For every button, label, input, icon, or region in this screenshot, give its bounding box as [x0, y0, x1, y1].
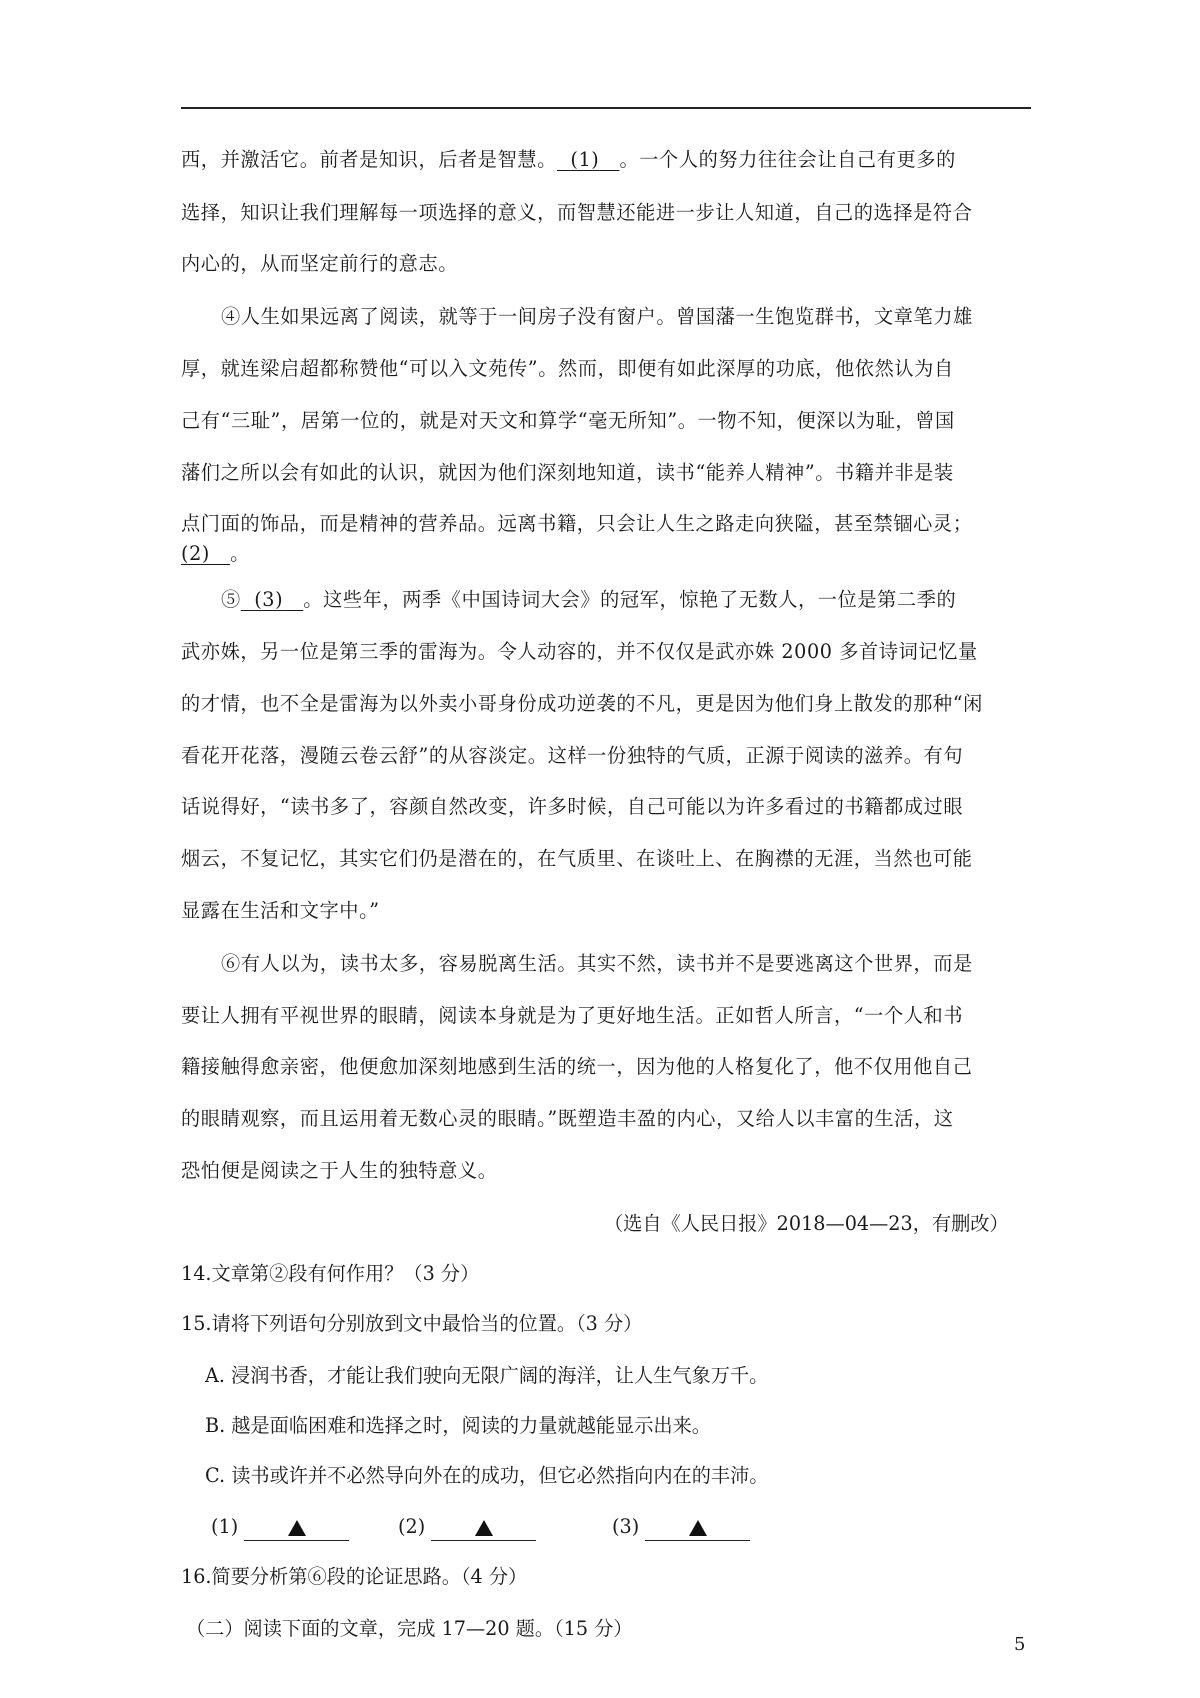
option-c: C. 读书或许并不必然导向外在的成功，但它必然指向内在的丰沛。	[205, 1464, 769, 1487]
p6-line-5: 恐怕便是阅读之于人生的独特意义。	[181, 1159, 498, 1182]
triangle-marker-icon	[689, 1520, 707, 1536]
p3-line-1: 西，并激活它。前者是知识，后者是智慧。 (1) 。一个人的努力往往会让自己有更多的	[181, 148, 956, 171]
option-a: A. 浸润书香，才能让我们驶向无限广阔的海洋，让人生气象万千。	[205, 1364, 769, 1387]
p5-line-6: 烟云，不复记忆，其实它们仍是潜在的，在气质里、在谈吐上、在胸襟的无涯，当然也可能	[181, 847, 973, 870]
p6-line-4: 的眼睛观察，而且运用着无数心灵的眼睛。”既塑造丰盈的内心，又给人以丰富的生活，这	[181, 1107, 954, 1130]
p5-line-5: 话说得好，“读书多了，容颜自然改变，许多时候，自己可能以为许多看过的书籍都成过眼	[181, 795, 964, 818]
p5-line-7: 显露在生活和文字中。”	[181, 899, 380, 922]
page-number: 5	[1014, 1634, 1026, 1655]
answer-blank-3[interactable]: (3)	[612, 1513, 750, 1541]
blank-3: (3)	[254, 588, 284, 611]
blank-1: (1)	[570, 148, 600, 171]
p4-line-5: 点门面的饰品，而是精神的营养品。远离书籍，只会让人生之路走向狭隘，甚至禁锢心灵；	[181, 512, 973, 535]
option-b: B. 越是面临困难和选择之时，阅读的力量就越能显示出来。	[205, 1414, 711, 1437]
p6-line-1: ⑥有人以为，读书太多，容易脱离生活。其实不然，读书并不是要逃离这个世界，而是	[221, 952, 973, 975]
p4-line-1: ④人生如果远离了阅读，就等于一间房子没有窗户。曾国藩一生饱览群书，文章笔力雄	[221, 305, 973, 328]
p5-line-4: 看花开花落，漫随云卷云舒”的从容淡定。这样一份独特的气质，正源于阅读的滋养。有句	[181, 744, 964, 767]
triangle-marker-icon	[288, 1520, 306, 1536]
question-14: 14.文章第②段有何作用？（3 分）	[181, 1262, 480, 1285]
p6-line-3: 籍接触得愈亲密，他便愈加深刻地感到生活的统一，因为他的人格复化了，他不仅用他自己	[181, 1055, 973, 1078]
p4-line-2: 厚，就连梁启超都称赞他“可以入文苑传”。然而，即便有如此深厚的功底，他依然认为自	[181, 357, 954, 380]
header-rule	[181, 107, 1031, 109]
answer-blank-1[interactable]: (1)	[211, 1513, 349, 1541]
p4-line-4: 藩们之所以会有如此的认识，就因为他们深刻地知道，读书“能养人精神”。书籍并非是装	[181, 461, 954, 484]
section-2-heading: （二）阅读下面的文章，完成 17—20 题。（15 分）	[186, 1617, 633, 1640]
p3-line-2: 选择，知识让我们理解每一项选择的意义，而智慧还能进一步让人知道，自己的选择是符合	[181, 201, 973, 224]
question-16: 16.简要分析第⑥段的论证思路。（4 分）	[181, 1565, 528, 1588]
source-citation: （选自《人民日报》2018—04—23，有删改）	[604, 1212, 1009, 1235]
p4-line-6: (2) 。	[181, 542, 250, 565]
p6-line-2: 要让人拥有平视世界的眼睛，阅读本身就是为了更好地生活。正如哲人所言，“一个人和书	[181, 1004, 964, 1027]
p4-line-3: 己有“三耻”，居第一位的，就是对天文和算学“毫无所知”。一物不知，便深以为耻，曾国	[181, 409, 955, 432]
blank-2: (2)	[181, 542, 210, 565]
p5-line-1: ⑤ (3) 。这些年，两季《中国诗词大会》的冠军，惊艳了无数人，一位是第二季的	[221, 588, 957, 611]
p5-line-2: 武亦姝，另一位是第三季的雷海为。令人动容的，并不仅仅是武亦姝 2000 多首诗词记忆量	[181, 640, 978, 663]
p5-line-3: 的才情，也不全是雷海为以外卖小哥身份成功逆袭的不凡，更是因为他们身上散发的那种“闲	[181, 692, 983, 715]
triangle-marker-icon	[475, 1520, 493, 1536]
p3-line-3: 内心的，从而坚定前行的意志。	[181, 252, 459, 275]
question-15: 15.请将下列语句分别放到文中最恰当的位置。（3 分）	[181, 1312, 643, 1335]
answer-blank-2[interactable]: (2)	[398, 1513, 536, 1541]
